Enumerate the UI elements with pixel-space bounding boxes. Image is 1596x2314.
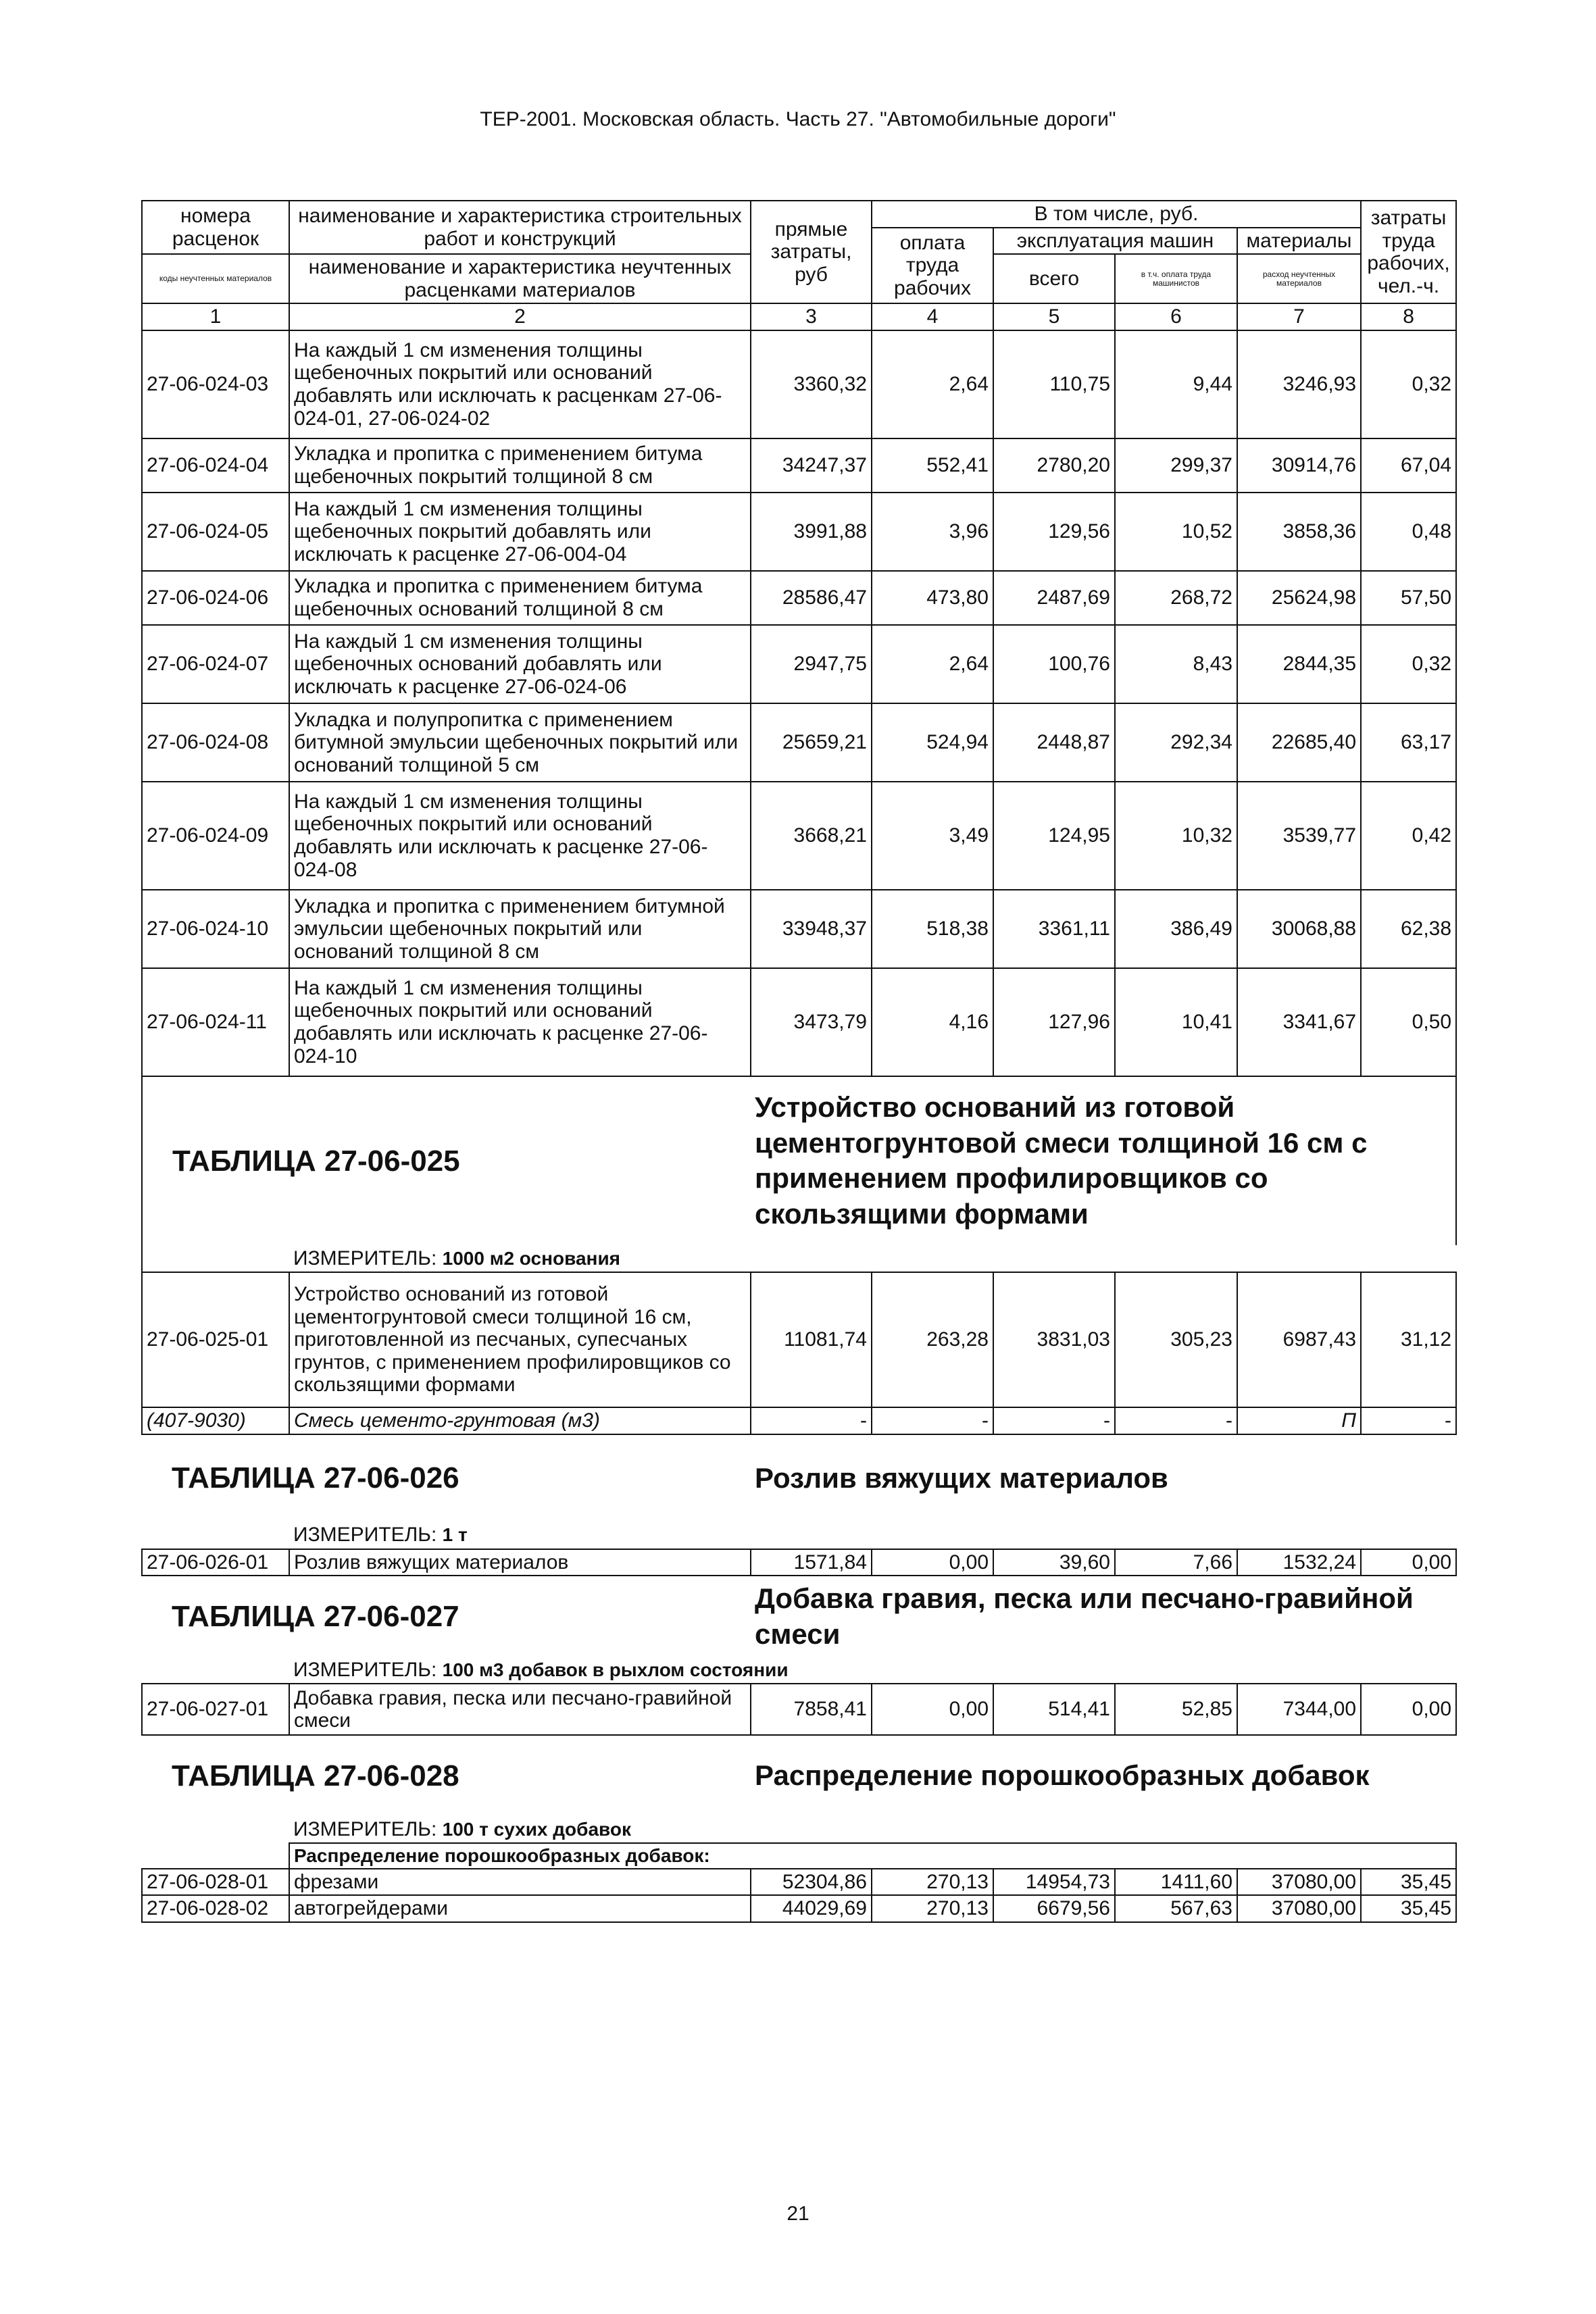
rate-direct: 44029,69 bbox=[751, 1895, 872, 1922]
measure-text: ИЗМЕРИТЕЛЬ: 100 м3 добавок в рыхлом состоянии bbox=[293, 1658, 789, 1681]
col-machines-total-header: всего bbox=[993, 254, 1115, 303]
table-row bbox=[142, 571, 1456, 625]
rate-wages: 4,16 bbox=[872, 968, 993, 1076]
rate-direct: 34247,37 bbox=[751, 438, 872, 493]
column-numbers-row bbox=[142, 303, 1456, 330]
rate-materials: 6987,43 bbox=[1237, 1272, 1361, 1407]
rate-materials: 3858,36 bbox=[1237, 493, 1361, 571]
table-description: Добавка гравия, песка или песчано-гравийной смеси bbox=[755, 1582, 1414, 1650]
rate-name: На каждый 1 см изменения толщины щебеночных покрытий или оснований добавлять или исключать к расценке 27-06-024-08 bbox=[289, 782, 751, 890]
table-title: ТАБЛИЦА 27-06-025 bbox=[142, 1076, 751, 1245]
rate-labor: 0,00 bbox=[1361, 1549, 1456, 1576]
table-row bbox=[142, 782, 1456, 890]
rate-machines-wages: 52,85 bbox=[1115, 1684, 1237, 1735]
rate-materials: 30914,76 bbox=[1237, 438, 1361, 493]
rate-wages: 2,64 bbox=[872, 330, 993, 438]
rate-code: 27-06-024-06 bbox=[142, 571, 289, 625]
col-num: 2 bbox=[289, 303, 751, 330]
table-row bbox=[142, 1272, 1456, 1407]
rate-materials: 2844,35 bbox=[1237, 625, 1361, 703]
rate-wages: 518,38 bbox=[872, 890, 993, 968]
rate-machines: 2448,87 bbox=[993, 703, 1115, 782]
material-labor: - bbox=[1361, 1407, 1456, 1434]
table-row bbox=[142, 1684, 1456, 1735]
col-materials-sub-header: расход неучтенных материалов bbox=[1237, 254, 1361, 303]
rate-direct: 33948,37 bbox=[751, 890, 872, 968]
rates-table bbox=[141, 200, 1457, 1923]
rate-machines-wages: 8,43 bbox=[1115, 625, 1237, 703]
rate-labor: 35,45 bbox=[1361, 1869, 1456, 1896]
table-title: ТАБЛИЦА 27-06-027 bbox=[172, 1600, 459, 1634]
rate-wages: 3,96 bbox=[872, 493, 993, 571]
rate-name: Устройство оснований из готовой цементогрунтовой смеси толщиной 16 см, приготовленной из песчаных, супесчаных грунтов, с применением профилировщиков со скользящими формами bbox=[289, 1272, 751, 1407]
rate-labor: 62,38 bbox=[1361, 890, 1456, 968]
rate-name: Укладка и полупропитка с применением битумной эмульсии щебеночных покрытий или оснований толщиной 5 см bbox=[289, 703, 751, 782]
rate-machines: 127,96 bbox=[993, 968, 1115, 1076]
rate-code: 27-06-024-09 bbox=[142, 782, 289, 890]
rate-labor: 67,04 bbox=[1361, 438, 1456, 493]
rate-name: автогрейдерами bbox=[289, 1895, 751, 1922]
rate-code: 27-06-028-01 bbox=[142, 1869, 289, 1896]
rate-name: На каждый 1 см изменения толщины щебеночных покрытий или оснований добавлять или исключать к расценке 27-06-024-10 bbox=[289, 968, 751, 1076]
rate-materials: 7344,00 bbox=[1237, 1684, 1361, 1735]
rate-direct: 1571,84 bbox=[751, 1549, 872, 1576]
col-num: 8 bbox=[1361, 303, 1456, 330]
table-row bbox=[142, 703, 1456, 782]
table-row bbox=[142, 493, 1456, 571]
col-wages-header: оплата труда рабочих bbox=[872, 228, 993, 304]
table-row bbox=[142, 890, 1456, 968]
rate-materials: 37080,00 bbox=[1237, 1869, 1361, 1896]
rate-materials: 22685,40 bbox=[1237, 703, 1361, 782]
rate-direct: 25659,21 bbox=[751, 703, 872, 782]
rate-code: 27-06-024-05 bbox=[142, 493, 289, 571]
table-row bbox=[142, 330, 1456, 438]
rate-labor: 0,32 bbox=[1361, 625, 1456, 703]
rate-code: 27-06-024-10 bbox=[142, 890, 289, 968]
col-name-header: наименование и характеристика строительных работ и конструкций bbox=[289, 201, 751, 254]
page-header: ТЕР-2001. Московская область. Часть 27. "Автомобильные дороги" bbox=[480, 108, 1116, 130]
measure-row bbox=[142, 1522, 1456, 1549]
rate-materials: 3539,77 bbox=[1237, 782, 1361, 890]
rate-machines-wages: 10,41 bbox=[1115, 968, 1237, 1076]
rate-machines-wages: 10,32 bbox=[1115, 782, 1237, 890]
rate-materials: 25624,98 bbox=[1237, 571, 1361, 625]
rate-name: На каждый 1 см изменения толщины щебеночных покрытий или оснований добавлять или исключать к расценкам 27-06-024-01, 27-06-024-02 bbox=[289, 330, 751, 438]
material-machines-wages: - bbox=[1115, 1407, 1237, 1434]
table-row bbox=[142, 1869, 1456, 1896]
rate-machines-wages: 292,34 bbox=[1115, 703, 1237, 782]
header-row-1 bbox=[142, 201, 1456, 228]
col-code-sub-header: коды неучтенных материалов bbox=[142, 254, 289, 303]
table-row bbox=[142, 438, 1456, 493]
rate-wages: 3,49 bbox=[872, 782, 993, 890]
rate-labor: 0,32 bbox=[1361, 330, 1456, 438]
rate-machines: 3361,11 bbox=[993, 890, 1115, 968]
table-description: Устройство оснований из готовой цементогрунтовой смеси толщиной 16 см с применением профилировщиков со скользящими формами bbox=[751, 1076, 1456, 1245]
rate-direct: 3473,79 bbox=[751, 968, 872, 1076]
table-description: Розлив вяжущих материалов bbox=[755, 1461, 1168, 1494]
rate-direct: 3668,21 bbox=[751, 782, 872, 890]
rate-name: Добавка гравия, песка или песчано-гравийной смеси bbox=[289, 1684, 751, 1735]
rate-machines-wages: 1411,60 bbox=[1115, 1869, 1237, 1896]
col-num: 4 bbox=[872, 303, 993, 330]
rate-machines: 110,75 bbox=[993, 330, 1115, 438]
rate-name: Укладка и пропитка с применением битумной эмульсии щебеночных покрытий или оснований толщиной 8 см bbox=[289, 890, 751, 968]
rate-materials: 3246,93 bbox=[1237, 330, 1361, 438]
rate-labor: 0,48 bbox=[1361, 493, 1456, 571]
col-machines-wages-header: в т.ч. оплата труда машинистов bbox=[1115, 254, 1237, 303]
rate-machines: 14954,73 bbox=[993, 1869, 1115, 1896]
col-code-header: номера расценок bbox=[142, 201, 289, 254]
rate-code: 27-06-027-01 bbox=[142, 1684, 289, 1735]
rate-machines-wages: 386,49 bbox=[1115, 890, 1237, 968]
rate-materials: 3341,67 bbox=[1237, 968, 1361, 1076]
rate-labor: 0,50 bbox=[1361, 968, 1456, 1076]
page-number: 21 bbox=[787, 2203, 809, 2225]
material-code: (407-9030) bbox=[142, 1407, 289, 1434]
col-name-sub-header: наименование и характеристика неучтенных расценками материалов bbox=[289, 254, 751, 303]
rate-direct: 52304,86 bbox=[751, 1869, 872, 1896]
material-materials: П bbox=[1237, 1407, 1361, 1434]
rate-labor: 0,00 bbox=[1361, 1684, 1456, 1735]
rate-code: 27-06-024-03 bbox=[142, 330, 289, 438]
rate-name: Укладка и пропитка с применением битума щебеночных оснований толщиной 8 см bbox=[289, 571, 751, 625]
table-description: Распределение порошкообразных добавок bbox=[755, 1759, 1370, 1792]
rate-wages: 0,00 bbox=[872, 1549, 993, 1576]
col-num: 1 bbox=[142, 303, 289, 330]
table-title: ТАБЛИЦА 27-06-026 bbox=[172, 1461, 459, 1495]
measure-row bbox=[142, 1245, 1456, 1272]
rate-code: 27-06-028-02 bbox=[142, 1895, 289, 1922]
rate-code: 27-06-024-07 bbox=[142, 625, 289, 703]
rate-materials: 1532,24 bbox=[1237, 1549, 1361, 1576]
section-header-row bbox=[142, 1843, 1456, 1868]
col-num: 7 bbox=[1237, 303, 1361, 330]
material-wages: - bbox=[872, 1407, 993, 1434]
col-labor-header: затраты труда рабочих, чел.-ч. bbox=[1361, 201, 1456, 303]
rate-wages: 0,00 bbox=[872, 1684, 993, 1735]
rate-name: На каждый 1 см изменения толщины щебеночных оснований добавлять или исключать к расценке 27-06-024-06 bbox=[289, 625, 751, 703]
rate-wages: 524,94 bbox=[872, 703, 993, 782]
table-row bbox=[142, 625, 1456, 703]
table-row bbox=[142, 1895, 1456, 1922]
material-machines: - bbox=[993, 1407, 1115, 1434]
rate-code: 27-06-024-04 bbox=[142, 438, 289, 493]
rate-machines-wages: 10,52 bbox=[1115, 493, 1237, 571]
table-title-row bbox=[142, 1735, 1456, 1816]
rate-machines: 39,60 bbox=[993, 1549, 1115, 1576]
measure-text: ИЗМЕРИТЕЛЬ: 1000 м2 основания bbox=[293, 1247, 620, 1269]
rate-machines-wages: 567,63 bbox=[1115, 1895, 1237, 1922]
rate-machines-wages: 268,72 bbox=[1115, 571, 1237, 625]
rate-labor: 57,50 bbox=[1361, 571, 1456, 625]
rate-name: Розлив вяжущих материалов bbox=[289, 1549, 751, 1576]
col-machines-header: эксплуатация машин bbox=[993, 228, 1237, 255]
table-row bbox=[142, 1549, 1456, 1576]
rate-wages: 270,13 bbox=[872, 1869, 993, 1896]
rate-direct: 3360,32 bbox=[751, 330, 872, 438]
measure-text: ИЗМЕРИТЕЛЬ: 1 т bbox=[293, 1524, 468, 1546]
rate-name: Укладка и пропитка с применением битума щебеночных покрытий толщиной 8 см bbox=[289, 438, 751, 493]
rate-wages: 2,64 bbox=[872, 625, 993, 703]
measure-row bbox=[142, 1657, 1456, 1684]
rate-machines: 2487,69 bbox=[993, 571, 1115, 625]
section-label: Распределение порошкообразных добавок: bbox=[289, 1843, 1456, 1868]
rate-direct: 2947,75 bbox=[751, 625, 872, 703]
rate-machines: 124,95 bbox=[993, 782, 1115, 890]
rate-machines: 3831,03 bbox=[993, 1272, 1115, 1407]
table-title-row bbox=[142, 1076, 1456, 1245]
rate-code: 27-06-025-01 bbox=[142, 1272, 289, 1407]
rate-wages: 263,28 bbox=[872, 1272, 993, 1407]
rate-materials: 30068,88 bbox=[1237, 890, 1361, 968]
rate-machines: 100,76 bbox=[993, 625, 1115, 703]
rate-code: 27-06-024-11 bbox=[142, 968, 289, 1076]
rate-labor: 35,45 bbox=[1361, 1895, 1456, 1922]
table-title: ТАБЛИЦА 27-06-028 bbox=[172, 1759, 459, 1793]
col-num: 6 bbox=[1115, 303, 1237, 330]
rate-direct: 3991,88 bbox=[751, 493, 872, 571]
rate-code: 27-06-026-01 bbox=[142, 1549, 289, 1576]
rate-labor: 31,12 bbox=[1361, 1272, 1456, 1407]
rate-machines-wages: 305,23 bbox=[1115, 1272, 1237, 1407]
rate-direct: 11081,74 bbox=[751, 1272, 872, 1407]
material-direct: - bbox=[751, 1407, 872, 1434]
rate-wages: 473,80 bbox=[872, 571, 993, 625]
rate-machines-wages: 299,37 bbox=[1115, 438, 1237, 493]
table-title-row bbox=[142, 1434, 1456, 1522]
rate-machines: 129,56 bbox=[993, 493, 1115, 571]
rate-materials: 37080,00 bbox=[1237, 1895, 1361, 1922]
rate-wages: 270,13 bbox=[872, 1895, 993, 1922]
rate-code: 27-06-024-08 bbox=[142, 703, 289, 782]
rate-name: фрезами bbox=[289, 1869, 751, 1896]
material-name: Смесь цементо-грунтовая (м3) bbox=[289, 1407, 751, 1434]
table-title-row bbox=[142, 1576, 1456, 1657]
rate-wages: 552,41 bbox=[872, 438, 993, 493]
material-row bbox=[142, 1407, 1456, 1434]
rate-labor: 63,17 bbox=[1361, 703, 1456, 782]
col-materials-header: материалы bbox=[1237, 228, 1361, 255]
rate-name: На каждый 1 см изменения толщины щебеночных покрытий добавлять или исключать к расценке 27-06-004-04 bbox=[289, 493, 751, 571]
rate-machines-wages: 7,66 bbox=[1115, 1549, 1237, 1576]
col-num: 5 bbox=[993, 303, 1115, 330]
measure-text: ИЗМЕРИТЕЛЬ: 100 т сухих добавок bbox=[293, 1817, 631, 1840]
rate-machines: 6679,56 bbox=[993, 1895, 1115, 1922]
col-num: 3 bbox=[751, 303, 872, 330]
col-incl-header: В том числе, руб. bbox=[872, 201, 1361, 228]
rate-direct: 7858,41 bbox=[751, 1684, 872, 1735]
rate-direct: 28586,47 bbox=[751, 571, 872, 625]
col-direct-header: прямые затраты, руб bbox=[751, 201, 872, 303]
measure-row bbox=[142, 1816, 1456, 1843]
table-row bbox=[142, 968, 1456, 1076]
rate-machines: 2780,20 bbox=[993, 438, 1115, 493]
rate-labor: 0,42 bbox=[1361, 782, 1456, 890]
rate-machines: 514,41 bbox=[993, 1684, 1115, 1735]
rate-machines-wages: 9,44 bbox=[1115, 330, 1237, 438]
